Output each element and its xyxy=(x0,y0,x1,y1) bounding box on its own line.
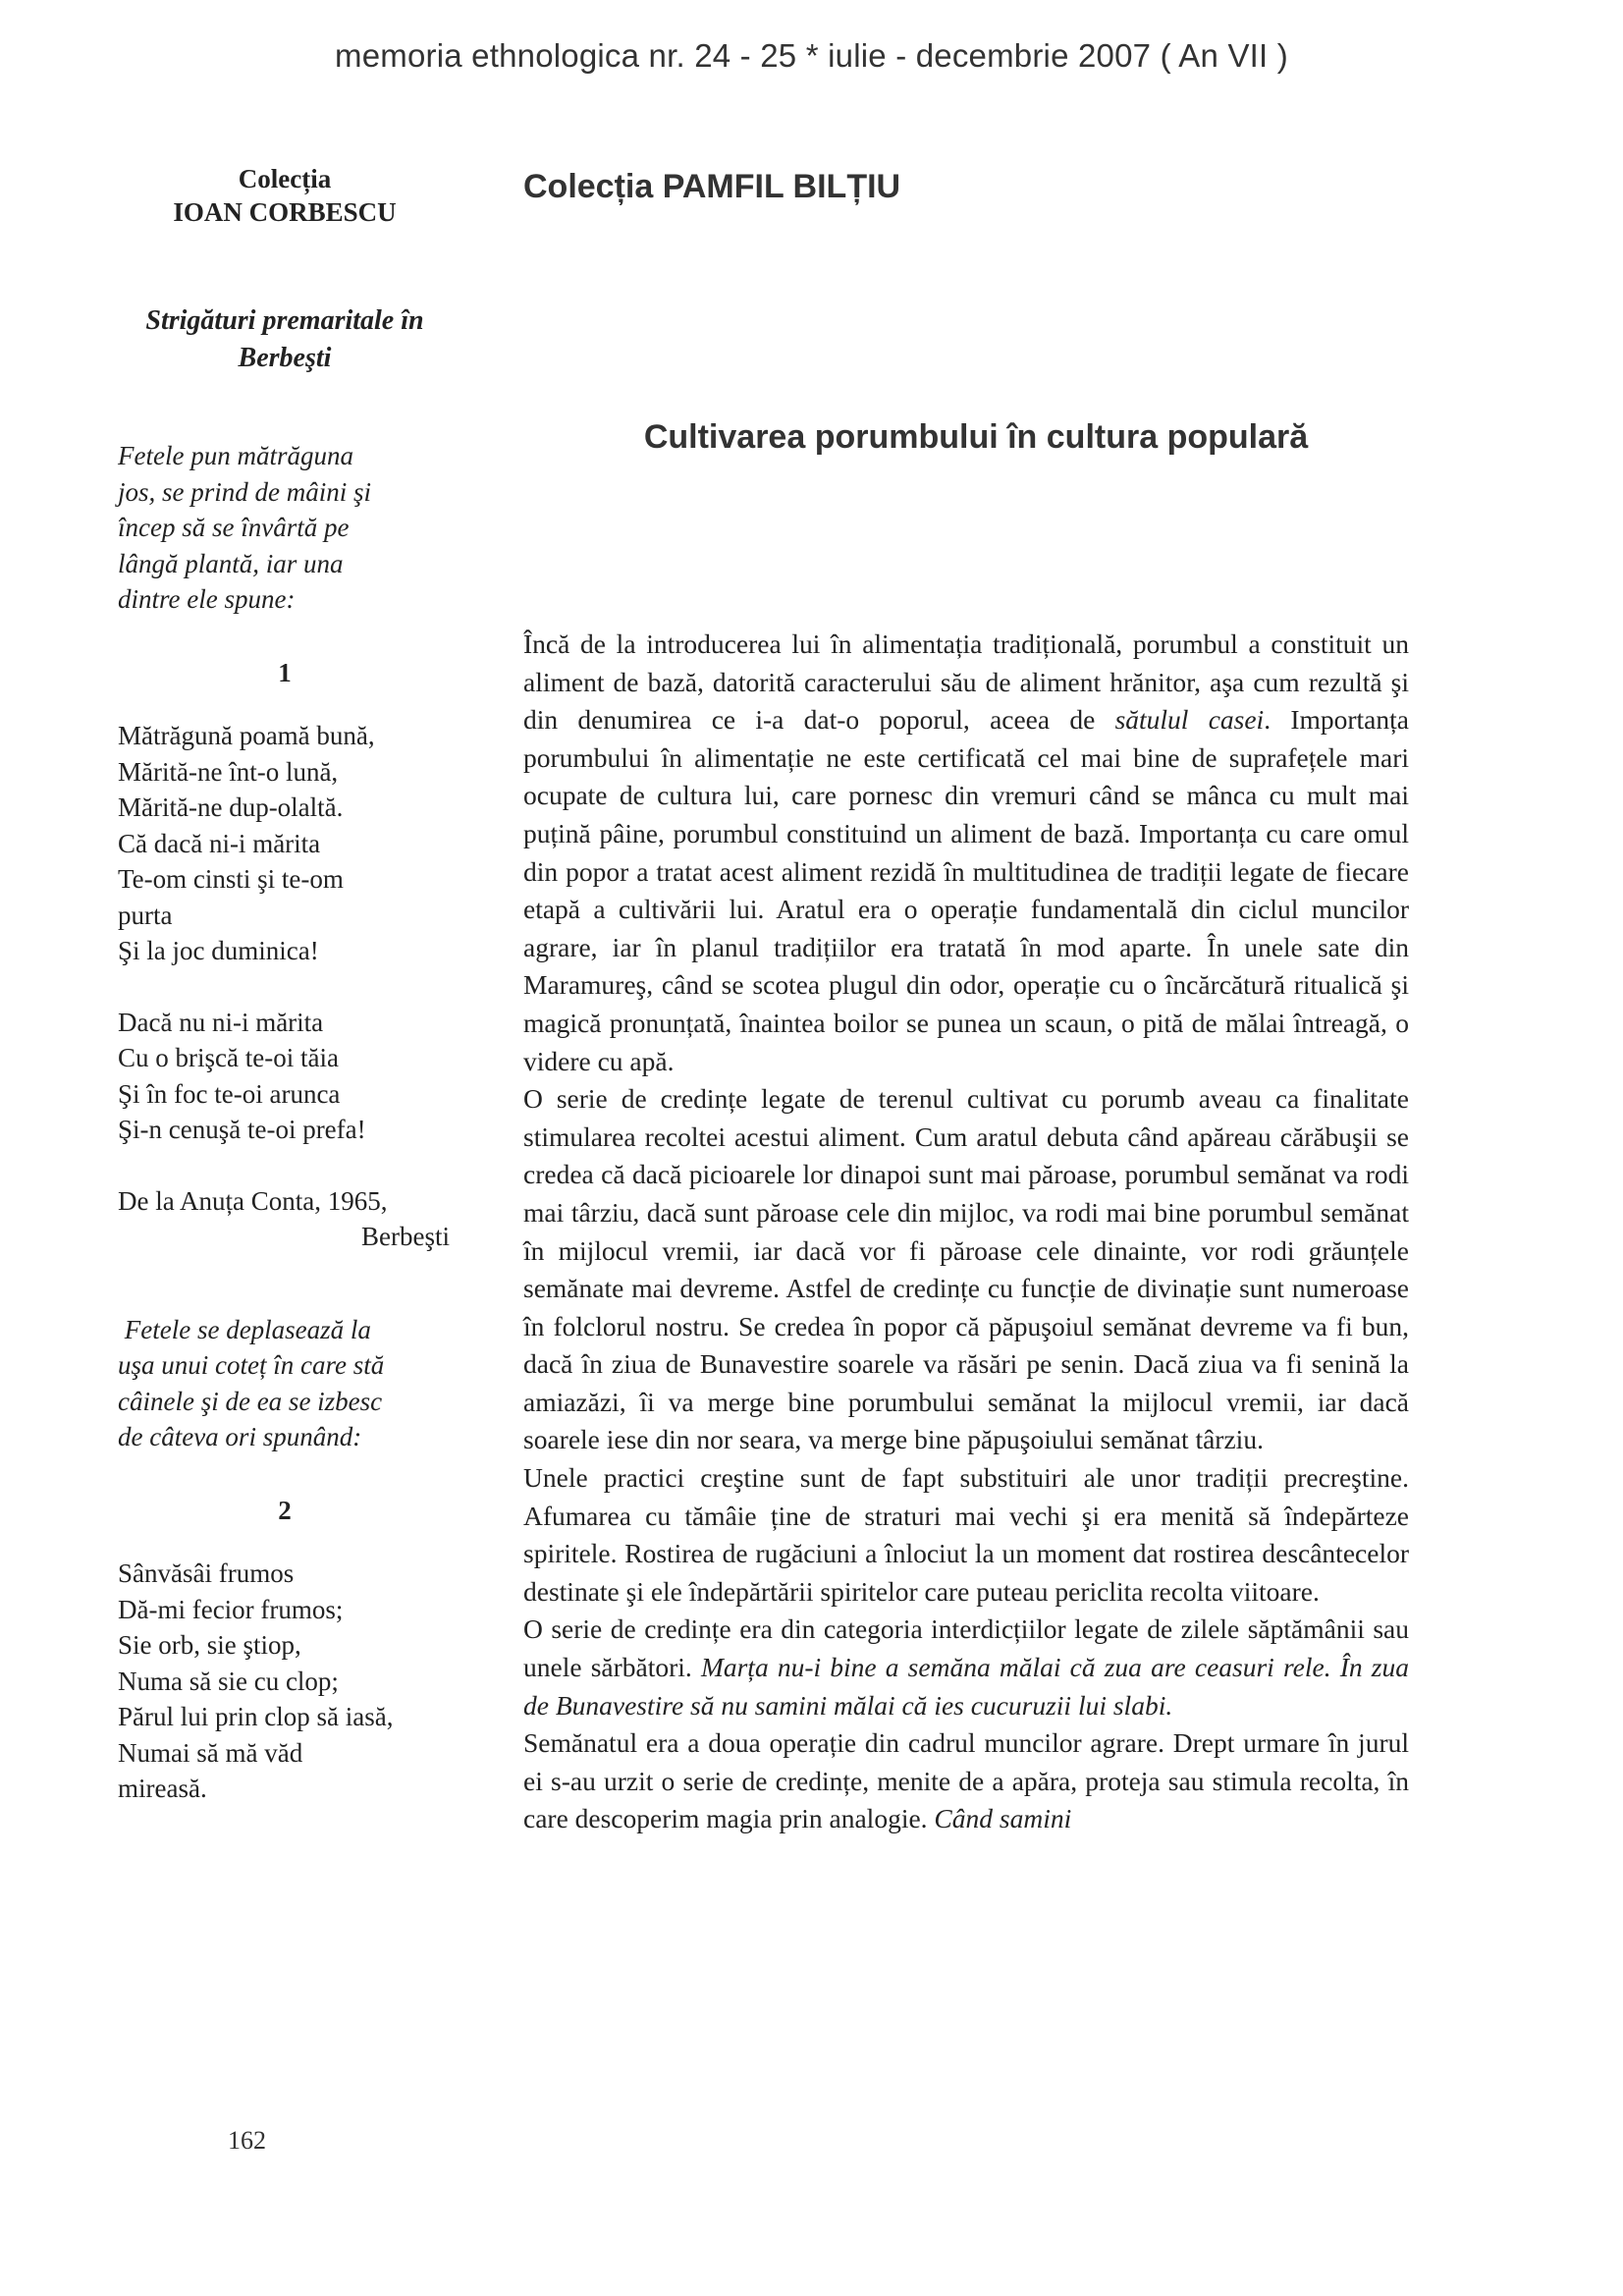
article-title: Cultivarea porumbului în cultura populară xyxy=(643,418,1309,456)
article-body xyxy=(523,626,1409,1838)
verse-line: Că dacă ni-i mărita xyxy=(118,828,321,858)
paragraph-italic: Marța nu-i bine a semăna mălai că zua are ceasuri rele. În zua de Bunavestire să nu samini mălai că ies cucuruzii lui slabi. xyxy=(523,1652,1409,1721)
poem-number-2: 2 xyxy=(278,1495,292,1525)
poem2 xyxy=(118,1556,452,1807)
paragraph-italic: Când samini xyxy=(934,1803,1072,1834)
right-column xyxy=(523,167,1409,1838)
poem-number-1: 1 xyxy=(278,657,292,687)
intro-line: dintre ele spune: xyxy=(118,584,296,614)
collection-label: Colecția xyxy=(238,164,332,193)
intro-line: jos, se prind de mâini şi xyxy=(118,476,372,507)
verse-line: Părul lui prin clop să iasă, xyxy=(118,1702,394,1731)
verse-line: Cu o brişcă te-oi tăia xyxy=(118,1043,339,1072)
running-header: memoria ethnologica nr. 24 - 25 * iulie - decembrie 2007 ( An VII ) xyxy=(335,37,1288,74)
page-number: 162 xyxy=(228,2126,266,2155)
verse-line: Numa să sie cu clop; xyxy=(118,1666,339,1696)
section-title-line: Berbeşti xyxy=(238,343,332,373)
intro-note-1 xyxy=(118,438,452,618)
verse-line: Sie orb, sie ştiop, xyxy=(118,1630,301,1660)
intro-line: uşa unui coteț în care stă xyxy=(118,1350,385,1380)
section-title xyxy=(118,302,452,377)
verse-line: Mărită-ne înt-o lună, xyxy=(118,756,339,787)
paragraph-4 xyxy=(523,1611,1409,1724)
verse-line: Te-om cinsti şi te-om xyxy=(118,864,344,894)
paragraph-5 xyxy=(523,1724,1409,1838)
left-collection-title xyxy=(118,162,452,229)
intro-line: lângă plantă, iar una xyxy=(118,548,344,578)
verse-line: Dă-mi fecior frumos; xyxy=(118,1594,344,1624)
poem1-stanza1 xyxy=(118,718,452,969)
verse-line: Dacă nu ni-i mărita xyxy=(118,1007,324,1037)
collection-author: IOAN CORBESCU xyxy=(173,197,397,227)
source-attribution xyxy=(118,1183,452,1255)
intro-line: câinele şi de ea se izbesc xyxy=(118,1386,383,1416)
verse-line: Şi-n cenuşă te-oi prefa! xyxy=(118,1115,366,1144)
left-column xyxy=(118,162,452,1842)
verse-line: purta xyxy=(118,900,173,930)
poem1-stanza2 xyxy=(118,1005,452,1148)
verse-line: Mătrăgună poamă bună, xyxy=(118,721,375,750)
paragraph-italic: sătulul casei xyxy=(1114,704,1265,736)
paragraph-1 xyxy=(523,626,1409,1080)
verse-line: Şi în foc te-oi arunca xyxy=(118,1078,341,1109)
paragraph-text: Încă de la introducerea lui în alimentația tradițională, porumbul a constituit un aliment de bază, datorită caracterului său de aliment hrănitor, aşa cum rezultă şi din denumirea ce i-a dat-o poporul, aceea de xyxy=(523,629,1409,736)
paragraph-text: Semănatul era a doua operație din cadrul muncilor agrare. Drept urmare în jurul ei s-au urzit o serie de credințe, menite de a apăra, proteja sau stimula recolta, în care descoperim magia prin analogie. xyxy=(523,1727,1409,1834)
paragraph-text: . Importanța porumbului în alimentație ne este certificată cel mai bine de suprafețele mari ocupate de cultura lui, care pornesc din vremuri când se mânca cu mult mai puțină pâine, porumbul constituind un aliment de bază. Importanța cu care omul din popor a tratat acest aliment rezidă în multitudinea de tradiții legate de fiecare etapă a cultivării lui. Aratul era o operație fundamentală din ciclul muncilor agrare, iar în planul tradițiilor era tratată în mod aparte. În unele sate din Maramureş, când se scotea plugul din odor, operație cu o încărcătură ritualică şi magică pronunțată, înaintea boilor se punea un scaun, o pită de mălai întreagă, o videre cu apă. xyxy=(523,704,1409,1076)
paragraph-2: O serie de credințe legate de terenul cultivat cu porumb aveau ca finalitate stimularea recoltei acestui aliment. Cum aratul debuta când apăreau cărăbuşii se credea că dacă picioarele lor dinapoi sunt mai păroase, porumbul semănat va rodi mai târziu, dacă sunt păroase cele din mijloc, va rodi mai bine porumbul semănat în mijlocul vremii, iar dacă vor fi păroase cele dinainte, vor rodi grăunțele semănate mai devreme. Astfel de credințe cu funcție de divinație sunt numeroase în folclorul nostru. Se credea în popor că păpuşoiul semănat devreme va fi bun, dacă în ziua de Bunavestire soarele va răsări pe senin. Dacă ziua va fi senină la amiazăzi, îi va merge bine porumbului semănat la mijlocul vremii, iar dacă soarele iese din nor seara, va merge bine păpuşoiului semănat târziu. xyxy=(523,1083,1409,1455)
right-collection-title: Colecția PAMFIL BILȚIU xyxy=(523,168,901,205)
intro-line: încep să se învârtă pe xyxy=(118,513,350,542)
verse-line: Numai să mă văd xyxy=(118,1737,303,1768)
intro-line: Fetele se deplasează la xyxy=(118,1314,371,1344)
section-title-line: Strigături premaritale în xyxy=(145,305,424,336)
source-place: Berbeşti xyxy=(361,1222,450,1251)
verse-line: Sânvăsâi frumos xyxy=(118,1558,295,1588)
paragraph-text: O serie de credințe era din categoria interdicțiilor legate de zilele săptămânii sau unele sărbători. xyxy=(523,1613,1409,1683)
paragraph-3: Unele practici creştine sunt de fapt substituiri ale unor tradiții precreştine. Afumarea cu tămâie ține de straturi mai vechi şi era menită să îndepărteze spiritele. Rostirea de rugăciuni a înlociut la un moment dat rostirea descântecelor destinate şi ele îndepărtării spiritelor care puteau periclita recolta viitoare. xyxy=(523,1462,1409,1607)
verse-line: Mărită-ne dup-olaltă. xyxy=(118,793,344,822)
intro-note-2 xyxy=(118,1312,452,1455)
intro-line: Fetele pun mătrăguna xyxy=(118,441,353,470)
verse-line: mireasă. xyxy=(118,1774,207,1803)
intro-line: de câteva ori spunând: xyxy=(118,1422,362,1451)
verse-line: Şi la joc duminica! xyxy=(118,936,319,965)
source-line: De la Anuța Conta, 1965, xyxy=(118,1185,388,1216)
